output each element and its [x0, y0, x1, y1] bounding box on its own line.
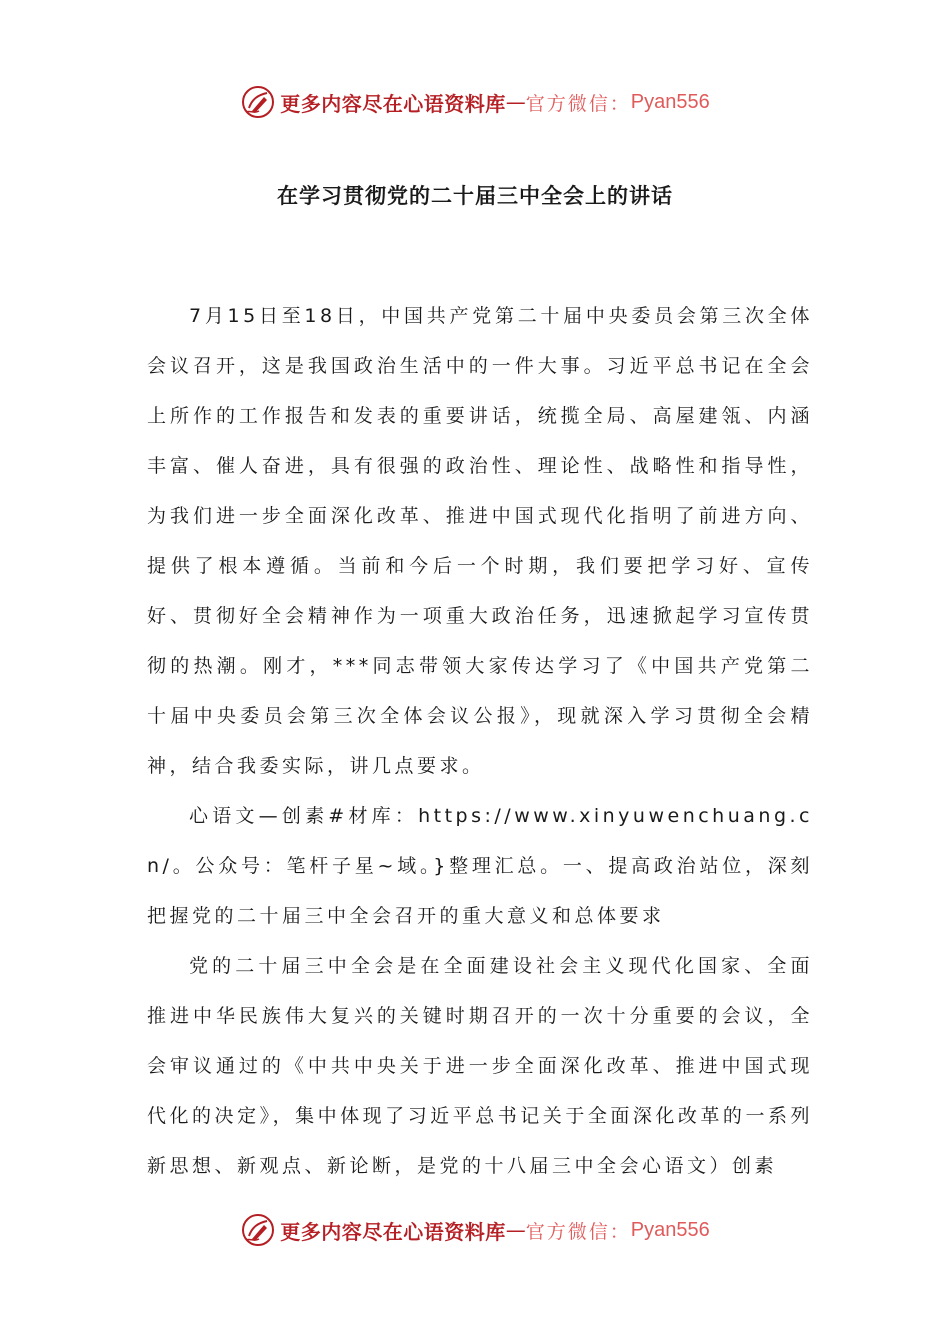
banner-wechat-id: Pyan556 [630, 90, 710, 113]
header-banner [0, 82, 950, 122]
footer-banner [0, 1210, 950, 1250]
banner-site-text: 更多内容尽在心语资料库 [280, 91, 506, 116]
writing-hand-icon [240, 84, 276, 120]
writing-hand-icon [240, 1212, 276, 1248]
banner-dash: — [505, 1218, 526, 1242]
paragraph-1: 7月15日至18日，中国共产党第二十届中央委员会第三次全体会议召开，这是我国政治生活中的一件大事。习近平总书记在全会上所作的工作报告和发表的重要讲话，统揽全局、高屋建瓴、内涵丰富、催人奋进，具有很强的政治性、理论性、战略性和指导性，为我们进一步全面深化改革、推进中国式现代化指明了前进方向、提供了根本遵循。当前和今后一个时期，我们要把学习好、宣传好、贯彻好全会精神作为一项重大政治任务，迅速掀起学习宣传贯彻的热潮。刚才，***同志带领大家传达学习了《中国共产党第二十届中央委员会第三次全体会议公报》，现就深入学习贯彻全会精神，结合我委实际，讲几点要求。 [147, 305, 813, 777]
banner-site-text: 更多内容尽在心语资料库 [280, 1219, 506, 1244]
banner-wechat-label: 官方微信： [525, 1220, 631, 1243]
document-title: 在学习贯彻党的二十届三中全会上的讲话 [277, 184, 673, 208]
document-body [147, 291, 813, 1191]
paragraph-3: 党的二十届三中全会是在全面建设社会主义现代化国家、全面推进中华民族伟大复兴的关键时期召开的一次十分重要的会议，全会审议通过的《中共中央关于进一步全面深化改革、推进中国式现代化的决定》，集中体现了习近平总书记关于全面深化改革的一系列新思想、新观点、新论断，是党的十八届三中全会心语文）创素 [147, 955, 813, 1177]
banner-dash: — [505, 90, 526, 114]
banner-wechat-label: 官方微信： [525, 92, 631, 115]
paragraph-2: 心语文—创素#材库：https://www.xinyuwenchuang.cn/。公众号：笔杆子星~域。}整理汇总。一、提高政治站位，深刻把握党的二十届三中全会召开的重大意义和总体要求 [147, 805, 813, 927]
banner-wechat-id: Pyan556 [630, 1218, 710, 1241]
